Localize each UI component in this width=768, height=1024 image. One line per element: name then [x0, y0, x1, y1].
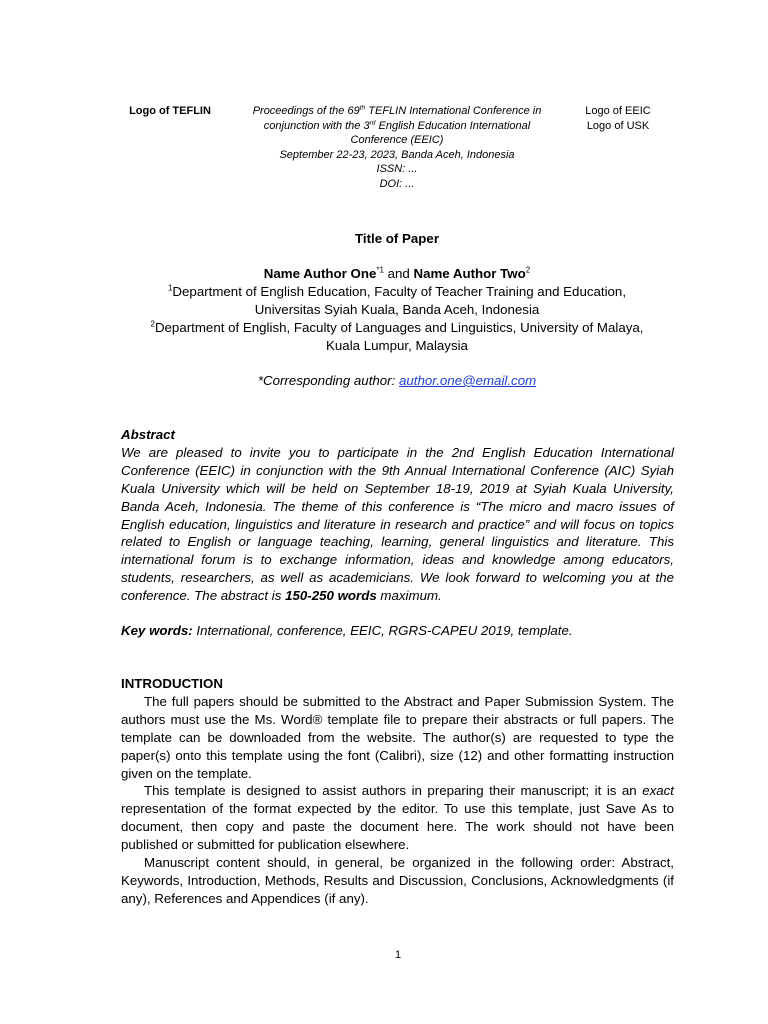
abstract-section [121, 426, 674, 605]
right-logos-placeholder [568, 104, 668, 133]
introduction-heading: INTRODUCTION [121, 676, 223, 691]
page-number: 1 [394, 949, 402, 961]
paper-title: Title of Paper [355, 231, 439, 246]
author-two: Name Author Two [413, 266, 526, 281]
keywords-text: International, conference, EEIC, RGRS-CAPEU 2019, template. [192, 623, 573, 638]
conference-date-location: September 22-23, 2023, Banda Aceh, Indonesia [279, 148, 515, 161]
proceedings-line-3: Conference (EEIC) [350, 134, 444, 147]
proceedings-line-1: Proceedings of the 69th TEFLIN International Conference in [252, 104, 542, 117]
issn: ISSN: ... [376, 163, 418, 176]
intro-paragraph-1: The full papers should be submitted to the Abstract and Paper Submission System. The authors must use the Ms. Word® template file to prepare their abstracts or full papers. The template can be downloaded from the website. The author(s) are requested to type the paper(s) onto this template using the font (Calibri), size (12) and other formatting instruction given on the template. [121, 693, 674, 781]
affiliation-2: $^2$Department of English, Faculty of Languages and Linguistics, University of Malaya, Kuala Lumpur, Malaysia [150, 319, 644, 353]
intro-paragraph-2: This template is designed to assist authors in preparing their manuscript; it is an exact representation of the format expected by the editor. To use this template, just Save As to document, then copy and paste the document here. The work should not have been published or submitted for publication elsewhere. [121, 783, 674, 853]
proceedings-line-2: conjunction with the 3rd English Education International [263, 118, 531, 132]
usk-logo-text: Logo of USK [586, 119, 650, 132]
keywords-label: Key words: [121, 623, 193, 638]
teflin-logo-placeholder [120, 104, 220, 119]
abstract-heading: Abstract [121, 427, 175, 442]
teflin-logo-text: Logo of TEFLIN [129, 105, 211, 117]
introduction-section [121, 675, 674, 908]
proceedings-header [236, 104, 558, 192]
doi: DOI: ... [379, 177, 415, 190]
abstract-text: We are pleased to invite you to participate in the 2nd English Education International Conference (EEIC) in conjunction with the 9th Annual International Conference (AIC) Syiah Kuala University which will be held on September 18-19, 2019 at Syiah Kuala University, Banda Aceh, Indonesia. The theme of this conference is “The micro and macro issues of English education, linguistics and literature in research and practice” and will focus on topics related to English or language teaching, learning, general linguistics and literature. This international forum is to exchange information, ideas and knowledge among educators, students, researchers, as well as academicians. We look forward to welcoming you at the conference. The abstract is 150-250 words maximum. [121, 444, 674, 604]
corresponding-author: *Corresponding author: author.one@email.com [257, 373, 537, 388]
keywords [121, 622, 674, 640]
eeic-logo-text: Logo of EEIC [585, 105, 651, 117]
affiliation-1: $^1$Department of English Education, Faculty of Teacher Training and Education, Universitas Syiah Kuala, Banda Aceh, Indonesia [167, 283, 627, 317]
author-line: Name Author One$^{*1}$ and Name Author Two$^2$ [263, 265, 531, 281]
author-one-sup: *1 [376, 265, 384, 275]
author-email-link[interactable]: author.one@email.com [399, 373, 537, 388]
author-one: Name Author One [263, 266, 377, 281]
author-two-sup: 2 [525, 265, 531, 275]
intro-paragraph-3: Manuscript content should, in general, be organized in the following order: Abstract, Keywords, Introduction, Methods, Results and Discussion, Conclusions, Acknowledgments (if any), References and Appendices (if any). [121, 855, 674, 906]
